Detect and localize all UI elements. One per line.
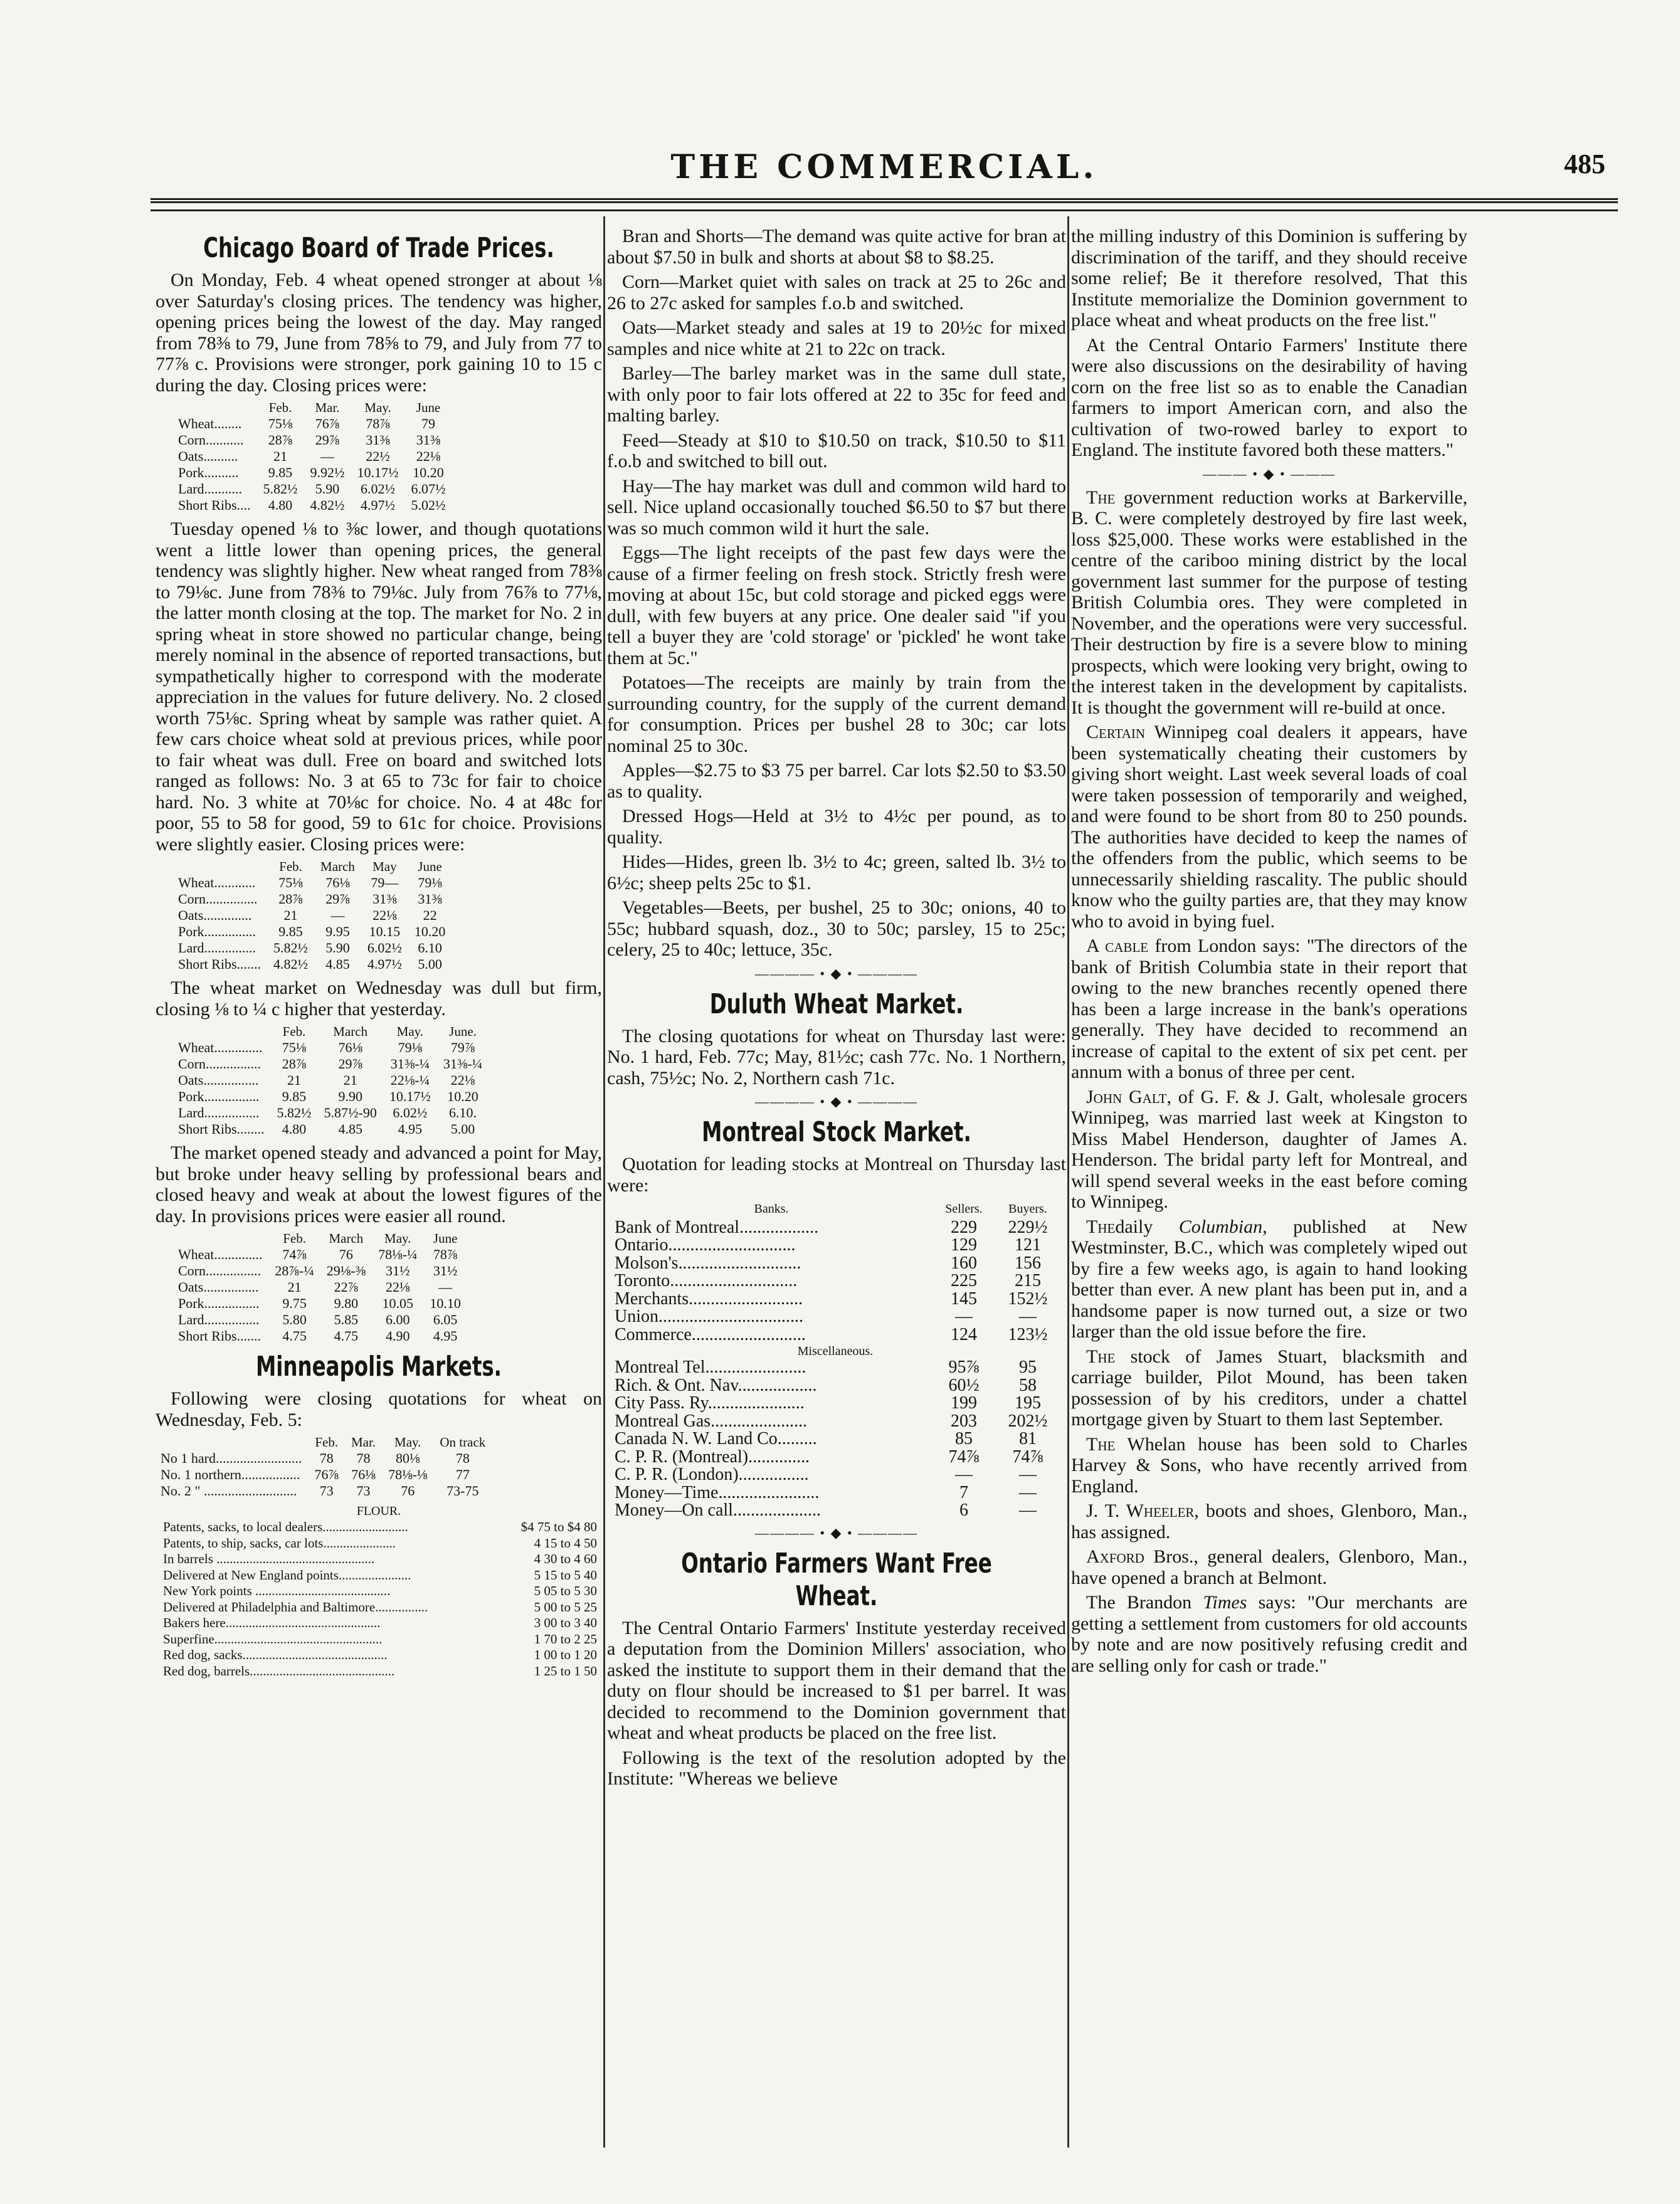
column-rule [1067, 216, 1069, 2148]
market-paragraph-hogs: Dressed Hogs—Held at 3½ to 4½c per pound, as to quality. [607, 806, 1066, 848]
table-row: Bank of Montreal.................. 229 229½ [615, 1217, 1048, 1237]
table-row: Corn................ 28⅞-¼ 29⅛-⅜ 31½ 31½ [178, 1263, 458, 1279]
table-row: Oats.......... 21 — 22½ 22⅛ [178, 448, 441, 464]
price-table-tuesday: Feb. March May June Wheat............ 75⅛ 76⅛ 79— 79⅛ Corn............... 28⅞ 29⅞ 31⅜ 31⅜ Oats.............. 21 — 22⅛ 22 Pork............... 9.85 9.95 10.15 10.20 Lard............... 5.82½ 5.90 6.02½ 6.10 Short Ribs....... 4.82½ 4.85 4.97½ 5.00 [178, 858, 452, 973]
table-row: Corn................ 28⅞ 29⅞ 31⅜-¼ 31⅜-¼ [178, 1056, 483, 1072]
market-paragraph-potatoes: Potatoes—The receipts are mainly by train from the surrounding country, for the supply of the current demand for consumption. Prices per bushel 28 to 30c; car lots nominal 25 to 30c. [607, 672, 1066, 756]
article-paragraph: On Monday, Feb. 4 wheat opened stronger at about ⅛ over Saturday's closing prices. The tendency was higher, opening prices being the lowest of the day. May ranged from 78⅜ to 79, June from 78⅝ to 79, and July from 77 to 77⅞ c. Provisions were stronger, pork gaining 10 to 15 c during the day. Closing prices were: [156, 270, 602, 396]
market-paragraph-corn: Corn—Market quiet with sales on track at 25 to 26c and 26 to 27c asked for samples f.o.b and switched. [607, 272, 1066, 314]
stock-table: Banks. Sellers. Buyers. Bank of Montreal.................. 229 229½ Ontario............................. 129 121 Molson's............................ 160 156 Toronto............................. 225 215 Merchants.......................... 145 152½ Union................................. — — Commerce.......................... 124 123½ Miscellaneous. Montreal Tel....................... 95⅞ 95 Rich. & Ont. Nav.................. 60½ 58 City Pass. Ry...................... 199 195 Montreal Gas...................... 203 202½ Canada N. W. Land Co......... 85 81 C. P. R. (Montreal).............. 74⅞ 74⅞ C. P. R. (London)................ — — Money—Time....................... 7 — Money—On call.................... 6 — [611, 1200, 1060, 1520]
market-paragraph-eggs: Eggs—The light receipts of the past few days were the cause of a firmer feeling on fresh stock. Strictly fresh were moving at about 15c, but cold storage and picked eggs were dull, with few buyers at any price. One dealer said "if you tell a buyer they are 'cold storage' or 'pickled' he wont take them at 5c." [607, 542, 1066, 668]
table-row: C. P. R. (London)................ — — [615, 1465, 1037, 1484]
table-row: Money—On call.................... 6 — [615, 1500, 1037, 1520]
table-row: Rich. & Ont. Nav.................. 60½ 58 [615, 1375, 1037, 1395]
table-row: Pork............... 9.85 9.95 10.15 10.20 [178, 924, 446, 939]
misc-label: Miscellaneous. [797, 1344, 874, 1358]
table-row: No 1 hard......................... 78 78 80⅛ 78 [161, 1450, 470, 1466]
table-row: Canada N. W. Land Co......... 85 81 [615, 1429, 1037, 1448]
article-heading-chicago: Chicago Board of Trade Prices. [203, 232, 554, 264]
table-row: C. P. R. (Montreal).............. 74⅞ 74⅞ [615, 1447, 1043, 1467]
article-paragraph: Following is the text of the resolution adopted by the Institute: "Whereas we believe [607, 1747, 1066, 1789]
price-table-monday: Feb. Mar. May. June Wheat........ 75⅛ 76⅞ 78⅞ 79 Corn........... 28⅞ 29⅞ 31⅜ 31⅜ Oats.......... 21 — 22½ 22⅛ Pork.......... 9.85 9.92½ 10.17½ 10.20 Lard........... 5.82½ 5.90 6.02½ 6.07½ Short Ribs.... 4.80 4.82½ 4.97½ 5.02½ [178, 399, 452, 514]
table-row: Oats................ 21 21 22⅛-¼ 22⅛ [178, 1072, 475, 1088]
news-item: The government reduction works at Barkerville, B. C. were completely destroyed by fire last week, loss $25,000. These works were established in the centre of the cariboo mining district by the local government last summer for the purpose of testing British Columbia ores. They were completed in November, and the operations were very successful. Their destruction by fire is a severe blow to mining prospects, which were looking very bright, owing to the interest taken in the development by capitalists. It is thought the government will re-build at once. [1071, 487, 1467, 718]
table-row: Oats................ 21 22⅞ 22⅛ — [178, 1279, 453, 1295]
news-item: John Galt, of G. F. & J. Galt, wholesale grocers Winnipeg, was married last week at Kingston to Miss Mabel Henderson, daughter of James A. Henderson. The bridal party left for Montreal, and will spend several weeks in the east before coming to Winnipeg. [1071, 1086, 1467, 1212]
table-row: Union................................. — — [615, 1307, 1037, 1326]
market-paragraph-oats: Oats—Market steady and sales at 19 to 20½c for mixed samples and nice white at 21 to 22c on track. [607, 317, 1066, 359]
article-heading-minneapolis: Minneapolis Markets. [255, 1351, 502, 1383]
table-row: Montreal Gas...................... 203 202½ [615, 1411, 1048, 1431]
section-divider: ———— • ◆ • ———— [754, 1094, 919, 1109]
article-paragraph: The Central Ontario Farmers' Institute yesterday received a deputation from the Dominion Millers' association, who asked the institute to support them in their demand that the duty on flour should be increased to $1 per barrel. It was decided to recommend to the Dominion government that wheat and wheat products be placed on the free list. [607, 1617, 1066, 1743]
table-row: Wheat............ 75⅛ 76⅛ 79— 79⅛ [178, 875, 442, 890]
section-divider: ——— • ◆ • ——— [1202, 465, 1336, 482]
header-rule-thin [151, 209, 1618, 211]
table-row: Red dog, barrels............................................ 1 25 to 1 50 [163, 1663, 597, 1679]
minneapolis-wheat-table: Feb. Mar. May. On track No 1 hard......................... 78 78 80⅛ 78 No. 1 northern................. 76⅞ 76⅛ 78⅛-⅛ 77 No. 2 " ........................... 73 73 76 73-75 [161, 1434, 492, 1499]
flour-label: FLOUR. [356, 1504, 401, 1518]
flour-price-table [161, 1519, 600, 1679]
article-heading-duluth: Duluth Wheat Market. [709, 988, 964, 1020]
table-row: Toronto............................. 225 215 [615, 1271, 1041, 1290]
table-row: Corn........... 28⅞ 29⅞ 31⅜ 31⅜ [178, 432, 441, 448]
table-row: New York points ......................................... 5 05 to 5 30 [163, 1583, 597, 1598]
table-row: Patents, sacks, to local dealers.......................... $4 75 to $4 80 [163, 1519, 597, 1534]
table-row: Pork................ 9.75 9.80 10.05 10.10 [178, 1295, 461, 1311]
article-paragraph: Quotation for leading stocks at Montreal on Thursday last were: [607, 1154, 1066, 1196]
table-row: Short Ribs....... 4.75 4.75 4.90 4.95 [178, 1328, 458, 1344]
table-row: Superfine................................................... 1 70 to 2 25 [163, 1631, 597, 1647]
table-row: Lard............... 5.82½ 5.90 6.02½ 6.10 [178, 940, 442, 956]
table-row: Ontario............................. 129 121 [615, 1235, 1041, 1255]
news-item: The Whelan house has been sold to Charles Harvey & Sons, who have recently arrived from England. [1071, 1433, 1467, 1497]
news-item: The Brandon Times says: "Our merchants are getting a settlement from customers for old accounts by note and are now positively refusing credit and are selling only for cash or trade." [1071, 1592, 1467, 1676]
article-paragraph: At the Central Ontario Farmers' Institute there were also discussions on the desirability of having corn on the free list so as to enable the Canadian farmers to import American corn, and also the cultivation of two-rowed barley to export to England. The institute favored both these matters." [1071, 334, 1467, 460]
table-row: Pork.......... 9.85 9.92½ 10.17½ 10.20 [178, 465, 444, 480]
table-row: Short Ribs........ 4.80 4.85 4.95 5.00 [178, 1121, 475, 1137]
table-row: Delivered at New England points...................... 5 15 to 5 40 [163, 1567, 597, 1583]
article-paragraph: The market opened steady and advanced a point for May, but broke under heavy selling by professional bears and closed heavy and weak at about the lowest figures of the day. In provisions prices were easier all round. [156, 1142, 602, 1226]
article-heading-ontario: Ontario Farmers Want Free Wheat. [681, 1547, 992, 1612]
market-paragraph-hides: Hides—Hides, green lb. 3½ to 4c; green, salted lb. 3½ to 6½c; sheep pelts 25c to $1. [607, 852, 1066, 894]
table-row: Wheat.............. 74⅞ 76 78⅛-¼ 78⅞ [178, 1247, 458, 1262]
table-row: Corn............... 28⅞ 29⅞ 31⅜ 31⅜ [178, 891, 442, 907]
article-paragraph: the milling industry of this Dominion is suffering by discrimination of the tariff, and they should receive some relief; Be it therefore resolved, That this Institute memorialize the Dominion government to place wheat and wheat products on the free list." [1071, 226, 1467, 330]
table-row: Wheat........ 75⅛ 76⅞ 78⅞ 79 [178, 416, 436, 431]
table-row: Delivered at Philadelphia and Baltimore................ 5 00 to 5 25 [163, 1599, 597, 1615]
article-heading-montreal: Montreal Stock Market. [702, 1116, 971, 1148]
news-item: A cable from London says: "The directors of the bank of British Columbia state in their report that owing to the new branches recently opened there has been a large increase in the bank's operations generally. They have decided to recommend an increase of capital to the extent of six pet cent. per annum with a bonus of three per cent. [1071, 936, 1467, 1082]
article-paragraph: Following were closing quotations for wheat on Wednesday, Feb. 5: [156, 1388, 602, 1430]
table-row: Lard................ 5.82½ 5.87½-90 6.02½ 6.10. [178, 1105, 477, 1120]
price-table-wednesday: Feb. March May. June. Wheat.............. 75⅛ 76⅛ 79⅛ 79⅞ Corn................ 28⅞ 29⅞ 31⅜-¼ 31⅜-¼ Oats................ 21 21 22⅛-¼ 22⅛ Pork................ 9.85 9.90 10.17½ 10.20 Lard................ 5.82½ 5.87½-90 6.02½ 6.10. Short Ribs........ 4.80 4.85 4.95 5.00 [178, 1023, 489, 1137]
table-row: No. 2 " ........................... 73 73 76 73-75 [161, 1483, 479, 1499]
article-paragraph: The closing quotations for wheat on Thursday last were: No. 1 hard, Feb. 77c; May, 81½c; cash 77c. No. 1 Northern, cash, 75½c; No. 2, Northern cash 71c. [607, 1025, 1066, 1089]
table-row: Red dog, sacks............................................ 1 00 to 1 20 [163, 1647, 597, 1662]
table-row: In barrels ................................................ 4 30 to 4 60 [163, 1551, 597, 1566]
news-item: Thedaily Columbian, published at New Westminster, B.C., which was completely wiped out by fire a few weeks ago, is again to hand looking better than ever. A new plant has been put in, and a handsome paper is now turned out, a size or two larger than the old issue before the fire. [1071, 1216, 1467, 1342]
section-divider: ———— • ◆ • ———— [754, 965, 919, 981]
newspaper-title: THE COMMERCIAL. [670, 148, 1098, 186]
article-paragraph: The wheat market on Wednesday was dull but firm, closing ⅛ to ¼ c higher that yesterday. [156, 978, 602, 1020]
table-row: Short Ribs....... 4.82½ 4.85 4.97½ 5.00 [178, 956, 442, 972]
table-row: Patents, to ship, sacks, car lots...................... 4 15 to 4 50 [163, 1535, 597, 1551]
table-row: Merchants.......................... 145 152½ [615, 1289, 1048, 1309]
table-row: Molson's............................ 160 156 [615, 1253, 1041, 1273]
news-item: Certain Winnipeg coal dealers it appears, have been systematically cheating their customers by giving short weight. Last week several loads of coal were taken possession of temporarily and weighed, and were found to be short from 80 to 250 pounds. The authorities have decided to keep the names of the offenders from the public, which seems to be unnecessarily shielding rascality. The public should know who the guilty parties are, that they may know who to avoid in bying fuel. [1071, 722, 1467, 932]
page-number: 485 [1564, 149, 1605, 179]
table-row: Lard................ 5.80 5.85 6.00 6.05 [178, 1312, 458, 1327]
table-row: Montreal Tel....................... 95⅞ 95 [615, 1358, 1037, 1377]
market-paragraph-vegetables: Vegetables—Beets, per bushel, 25 to 30c; onions, 40 to 55c; hubbard squash, doz., 30 to 50c; parsley, 15 to 25c; celery, 25 to 40c; lettuce, 35c. [607, 897, 1066, 960]
table-row: Oats.............. 21 — 22⅛ 22 [178, 907, 437, 923]
column-rule [603, 216, 605, 2148]
article-paragraph: Tuesday opened ⅛ to ⅜c lower, and though quotations went a little lower than opening prices, the general tendency was slightly higher. New wheat ranged from 78⅜ to 79⅛c. June from 78⅜ to 79⅛c. July from 76⅞ to 77⅛, the latter month closing at the top. The market for No. 2 in spring wheat in store showed no particular change, being merely nominal in the absence of reported transactions, but sympathetically higher to correspond with the moderate appreciation in the values for future delivery. No. 2 closed worth 75⅛c. Spring wheat by sample was rather quiet. A few cars choice wheat sold at previous prices, while poor to fair wheat was dull. Free on board and switched lots ranged as follows: No. 3 at 65 to 73c for fair to choice hard. No. 3 white at 70⅛c for choice. No. 4 at 48c for poor, 55 to 58 for good, 59 to 61c for choice. Provisions were slightly easier. Closing prices were: [156, 519, 602, 855]
news-item: The stock of James Stuart, blacksmith and carriage builder, Pilot Mound, has been taken possession of by his creditors, under a chattel mortgage given by Stuart to them last September. [1071, 1346, 1467, 1430]
market-paragraph-bran: Bran and Shorts—The demand was quite active for bran at about $7.50 in bulk and shorts at about $8 to $8.25. [607, 226, 1066, 268]
table-row: Wheat.............. 75⅛ 76⅛ 79⅛ 79⅞ [178, 1040, 475, 1055]
market-paragraph-hay: Hay—The hay market was dull and common wild hard to sell. Nice upland occasionally touched $6.50 to $7 but there was so much common wild it hurt the sale. [607, 475, 1066, 539]
market-paragraph-feed: Feed—Steady at $10 to $10.50 on track, $10.50 to $11 f.o.b and switched to bill out. [607, 430, 1066, 472]
column-3 [1071, 226, 1467, 1680]
section-divider: ———— • ◆ • ———— [754, 1524, 919, 1541]
table-row: Short Ribs.... 4.80 4.82½ 4.97½ 5.02½ [178, 497, 446, 513]
table-row: Commerce.......................... 124 123½ [615, 1324, 1048, 1344]
table-row: City Pass. Ry...................... 199 195 [615, 1393, 1041, 1413]
news-item: Axford Bros., general dealers, Glenboro, Man., have opened a branch at Belmont. [1071, 1546, 1467, 1588]
table-row: No. 1 northern................. 76⅞ 76⅛ 78⅛-⅛ 77 [161, 1467, 470, 1482]
table-row: Lard........... 5.82½ 5.90 6.02½ 6.07½ [178, 481, 446, 497]
table-row: Bakers here............................................... 3 00 to 3 40 [163, 1615, 597, 1630]
column-2 [607, 226, 1066, 1793]
market-paragraph-apples: Apples—$2.75 to $3 75 per barrel. Car lots $2.50 to $3.50 as to quality. [607, 760, 1066, 802]
header-rule [151, 198, 1618, 203]
table-row: Pork................ 9.85 9.90 10.17½ 10.20 [178, 1089, 478, 1104]
masthead [151, 148, 1618, 192]
market-paragraph-barley: Barley—The barley market was in the same dull state, with only poor to fair lots offered at 22 to 35c for feed and malting barley. [607, 363, 1066, 426]
column-1 [156, 226, 602, 1683]
price-table-thursday: Feb. March May. June Wheat.............. 74⅞ 76 78⅛-¼ 78⅞ Corn................ 28⅞-¼ 29⅛-⅜ 31½ 31½ Oats................ 21 22⅞ 22⅛ — Pork................ 9.75 9.80 10.05 10.10 Lard................ 5.80 5.85 6.00 6.05 Short Ribs....... 4.75 4.75 4.90 4.95 [178, 1230, 467, 1344]
table-row: Money—Time....................... 7 — [615, 1482, 1037, 1502]
news-item: J. T. Wheeler, boots and shoes, Glenboro, Man., has assigned. [1071, 1500, 1467, 1542]
